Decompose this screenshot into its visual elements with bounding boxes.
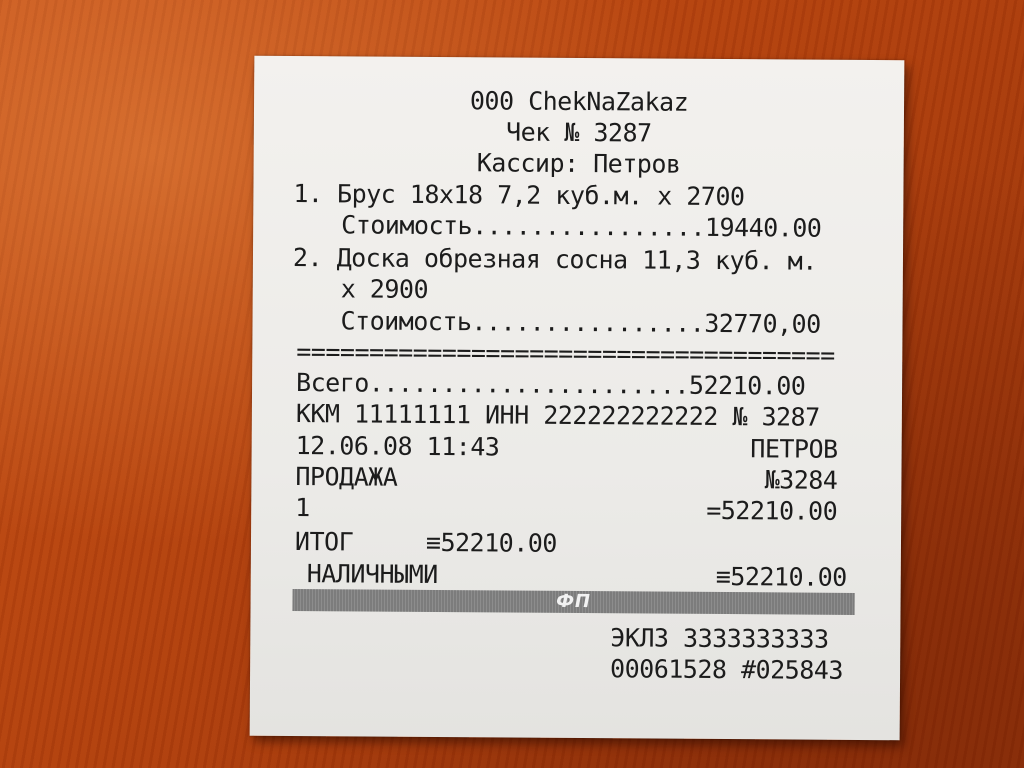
- sale-number: №3284: [764, 465, 838, 495]
- fiscal-mark-bar: [293, 589, 855, 615]
- item-2-description-continued: x 2900: [340, 274, 429, 304]
- quantity-amount: =52210.00: [706, 495, 838, 526]
- cash-label: НАЛИЧНЫМИ: [306, 559, 438, 590]
- kkm-inn-line: ККМ 11111111 ИНН 222222222222 № 3287: [295, 399, 820, 432]
- item-1-cost: Стоимость................19440.00: [341, 210, 822, 243]
- document-codes: 00061528 #025843: [610, 654, 844, 685]
- cashier-uppercase: ПЕТРОВ: [750, 434, 838, 464]
- itog-line: ИТОГ ≡52210.00: [294, 527, 558, 558]
- eklz-number: ЭКЛЗ 3333333333: [610, 623, 829, 654]
- check-number: Чек № 3287: [505, 117, 652, 148]
- item-2-cost: Стоимость................32770,00: [340, 306, 821, 339]
- quantity: 1: [295, 493, 310, 523]
- cash-amount: ≡52210.00: [715, 561, 847, 592]
- total-line: Всего......................52210.00: [295, 368, 806, 401]
- item-1-description: 1. Брус 18x18 7,2 куб.м. x 2700: [293, 179, 745, 212]
- sale-label: ПРОДАЖА: [295, 462, 398, 492]
- item-2-description: 2. Доска обрезная сосна 11,3 куб. м.: [292, 243, 817, 276]
- company-name: 000 ChekNaZakaz: [469, 86, 689, 117]
- separator-line: =====================================: [296, 337, 835, 370]
- cash-receipt: [250, 56, 905, 741]
- date-time: 12.06.08 11:43: [295, 431, 500, 462]
- cashier-name: Кассир: Петров: [476, 148, 681, 179]
- fiscal-mark-label: ФП: [556, 590, 592, 613]
